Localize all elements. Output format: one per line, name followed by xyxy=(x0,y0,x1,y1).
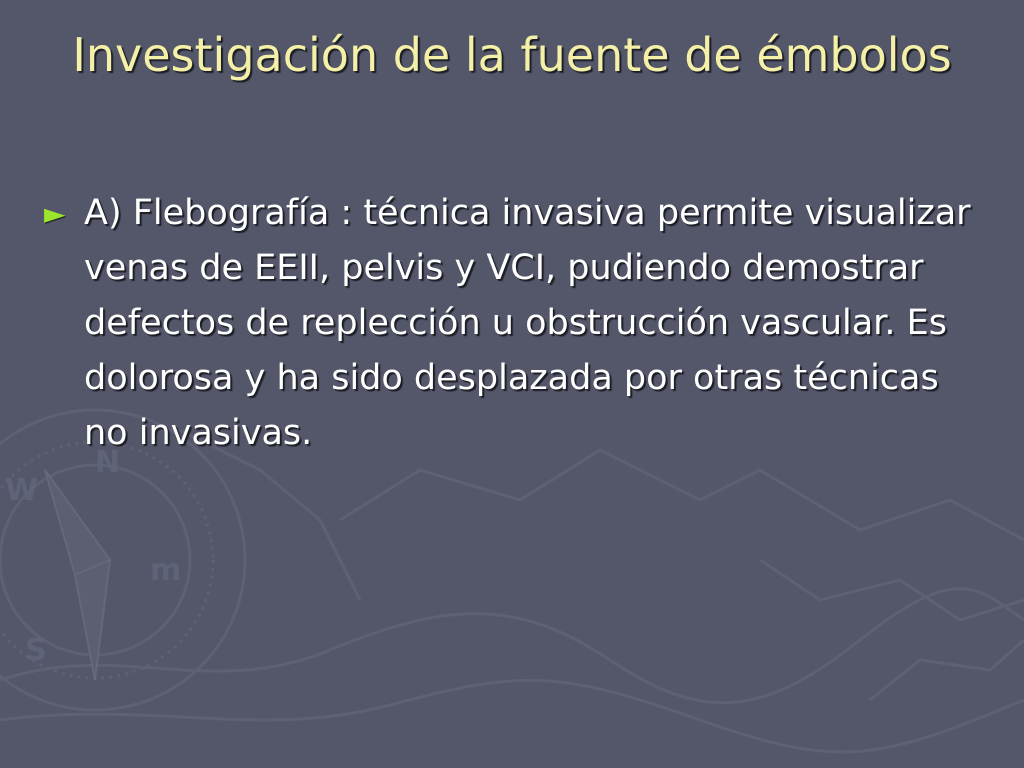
slide-title: Investigación de la fuente de émbolos xyxy=(72,28,952,82)
bullet-list xyxy=(44,186,994,461)
triangle-bullet-icon: ► xyxy=(44,197,66,230)
bullet-text: A) Flebografía : técnica invasiva permite visualizar venas de EEII, pelvis y VCI, pudiendo demostrar defectos de replección u obstrucción vascular. Es dolorosa y ha sido desplazada por otras técnicas no invasivas. xyxy=(84,193,971,453)
compass-letter-s: S xyxy=(25,633,47,668)
compass-letter-w: W xyxy=(5,473,39,508)
compass-letter-m: m xyxy=(150,553,182,588)
compass-letter-n: N xyxy=(95,445,121,480)
bullet-item xyxy=(44,186,994,461)
